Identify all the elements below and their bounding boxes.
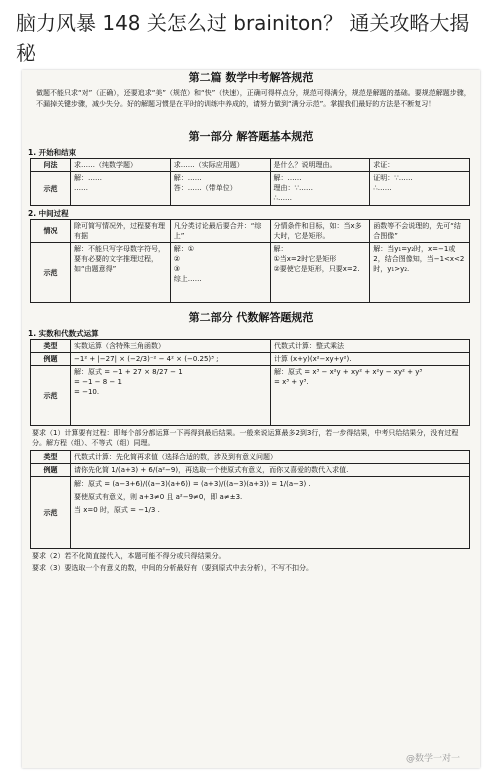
table-cell: 求……（纯数学题） bbox=[71, 159, 171, 172]
table-cell: 问法 bbox=[31, 159, 71, 172]
table-cell: 解：…… …… bbox=[71, 172, 171, 206]
table-cell: 例题 bbox=[31, 353, 71, 366]
table-cell: 求……（实际应用题） bbox=[170, 159, 270, 172]
table-cell: 代数式计算：先化简再求值（选择合适的数，涉及到有意义问题） bbox=[71, 451, 470, 464]
table-cell: 求证： bbox=[370, 159, 470, 172]
table-row bbox=[31, 220, 470, 243]
table-cell: 解：原式 = (a−3+6)/((a−3)(a+6)) = (a+3)/((a−3)(a+3)) = 1/(a−3) . 要使原式有意义，则 a+3≠0 且 a²−9≠0，即 a≠±3. 当 x=0 时，原式 = −1/3 . bbox=[71, 477, 470, 549]
table-cell: 计算 (x+y)(x²−xy+y²). bbox=[271, 353, 470, 366]
table-row bbox=[31, 340, 470, 353]
watermark: @数学一对一 bbox=[405, 754, 460, 764]
table-cell: 代数式计算：整式乘法 bbox=[271, 340, 470, 353]
intro-paragraph: 做题不能只求“对”（正确），还要追求“美”（规范）和“快”（快速），正确可得样点分，规范可得满分，规范是解题的基础。要规范解题步骤，不漏掉关键步骤，减少失分。好的解题习惯是在平时的训练中养成的，请努力做到“满分示范”。掌握我们最好的方法是不断复习！ bbox=[36, 89, 471, 108]
document-image bbox=[22, 70, 480, 768]
table-cell: 实数运算（含特殊三角函数） bbox=[71, 340, 271, 353]
page-title: 脑力风暴 148 关怎么过 brainiton？ 通关攻略大揭秘 bbox=[16, 11, 470, 65]
table-row bbox=[31, 243, 470, 303]
middle-process-table bbox=[30, 219, 470, 303]
table-cell: 函数等不会说理的，先可“结合图像” bbox=[370, 220, 470, 243]
table-row bbox=[31, 464, 470, 477]
table-cell: 情况 bbox=[31, 220, 71, 243]
simplify-table bbox=[30, 450, 470, 549]
table-cell: 解：不能只写字母数字符号，要有必要的文字推理过程，如“由题意得” bbox=[71, 243, 171, 303]
table-row bbox=[31, 172, 470, 206]
table-cell: 凡分类讨论最后要合并：“综上” bbox=[170, 220, 270, 243]
chapter-title: 第二篇 数学中考解答规范 bbox=[188, 71, 314, 84]
requirement-2: 要求（2）若不化简直接代入，本题可能不得分或只得结果分。 bbox=[32, 552, 226, 560]
table-cell: 示范 bbox=[31, 366, 71, 426]
table-cell: 是什么？说明理由。 bbox=[270, 159, 370, 172]
table-cell: 类型 bbox=[31, 451, 71, 464]
table-row bbox=[31, 477, 470, 549]
operation-table bbox=[30, 339, 470, 426]
requirement-1: 要求（1）计算要有过程：即每个部分都运算一下再得到最后结果。一般来说运算最多2到3行，若一步得结果，中考只给结果分，没有过程分。解方程（组）、不等式（组）同理。 bbox=[32, 429, 459, 447]
requirement-3: 要求（3）要选取一个有意义的数，中间的分析最好有（要到原式中去分析），不写不扣分。 bbox=[32, 564, 313, 572]
table-cell: 除可简写情况外，过程要有理有据 bbox=[71, 220, 171, 243]
table-cell: 示范 bbox=[31, 172, 71, 206]
section-real-algebra: 1. 实数和代数式运算 bbox=[28, 329, 99, 338]
table-cell: 分情条件和目标，如：当x多大时，它是矩形。 bbox=[270, 220, 370, 243]
table-cell: 示范 bbox=[31, 477, 71, 549]
part2-title: 第二部分 代数解答题规范 bbox=[188, 311, 314, 324]
table-cell: 例题 bbox=[31, 464, 71, 477]
table-row bbox=[31, 451, 470, 464]
section-middle: 2. 中间过程 bbox=[28, 209, 69, 218]
table-cell: 请你先化简 1/(a+3) + 6/(a²−9)，再选取一个使原式有意义，而你又喜爱的数代入求值. bbox=[71, 464, 470, 477]
table-cell: 解：当y₁=y₂时，x=−1或2，结合图像知，当−1<x<2时，y₁>y₂. bbox=[370, 243, 470, 303]
table-cell: 类型 bbox=[31, 340, 71, 353]
table-row bbox=[31, 159, 470, 172]
table-cell: −1² + |−27| × (−2/3)⁻² − 4² × (−0.25)³ ; bbox=[71, 353, 271, 366]
section-start-end: 1. 开始和结束 bbox=[28, 148, 77, 157]
table-cell: 证明：∵…… ∴…… bbox=[370, 172, 470, 206]
table-row bbox=[31, 366, 470, 426]
table-row bbox=[31, 353, 470, 366]
table-cell: 解：原式 = −1 + 27 × 8/27 − 1 = −1 − 8 − 1 = −10. bbox=[71, 366, 271, 426]
table-cell: 解： ①当x=2时它是矩形 ②要使它是矩形，只要x=2. bbox=[270, 243, 370, 303]
table-cell: 解：① ② ③ 综上…… bbox=[170, 243, 270, 303]
part1-title: 第一部分 解答题基本规范 bbox=[188, 130, 314, 143]
table-cell: 解：…… 答：……（带单位） bbox=[170, 172, 270, 206]
table-cell: 解：原式 = x³ − x²y + xy² + x²y − xy² + y³ = x³ + y³. bbox=[271, 366, 470, 426]
start-end-table bbox=[30, 158, 470, 206]
table-cell: 解：…… 理由：∵…… ∴…… bbox=[270, 172, 370, 206]
table-cell: 示范 bbox=[31, 243, 71, 303]
